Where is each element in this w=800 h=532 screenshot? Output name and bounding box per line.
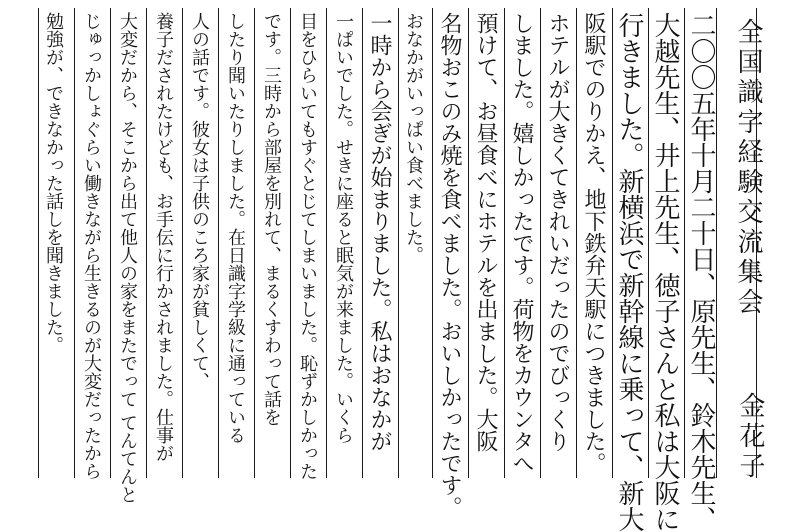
ruled-line [38, 8, 39, 478]
author-name: 金花子 [735, 392, 765, 482]
text-line: 養子だされたけども、お手伝に行かされました。仕事が [153, 12, 174, 462]
ruled-line [716, 8, 717, 478]
text-line: 勉強が、できなかった話しを聞きました。 [43, 12, 64, 354]
ruled-line [432, 8, 433, 478]
text-line: 名物おこのみ焼を食べました。おいしかったです。 [437, 12, 462, 518]
text-line: おなかがいっぱい食べました。 [403, 12, 424, 264]
text-line: です。三時から部屋を別れて、まるくすわって話を [261, 12, 282, 426]
text-line: 一ぱいでした。せきに座ると眠気が来ました。いくら [333, 12, 354, 444]
text-line: 預けて、お昼食べにホテルを出ました。大阪 [473, 12, 498, 452]
text-line: 一時から会ぎが始まりました。私はおなかが [367, 12, 392, 452]
ruled-line [182, 8, 183, 478]
ruled-line [684, 8, 685, 478]
ruled-line [362, 8, 363, 478]
ruled-line [576, 8, 577, 478]
text-line: しました。嬉しかったです。荷物をカウンタへ [509, 12, 534, 474]
text-line: 阪駅でのりかえ、地下鉄弁天駅につきました。 [581, 12, 606, 474]
text-line: ホテルが大きくてきれいだったのでびっくり [545, 12, 570, 452]
ruled-line [398, 8, 399, 478]
ruled-line [218, 8, 219, 478]
ruled-line [110, 8, 111, 478]
ruled-line [326, 8, 327, 478]
text-line: 大変だから、そこから出て他人の家をまたでって てんてんと [117, 12, 138, 504]
text-line: 目をひらいてもすぐとじてしまいました。恥ずかしかった [297, 12, 318, 480]
ruled-line [146, 8, 147, 478]
text-line: したり聞いたりしました。在日識字学級に通っている [225, 12, 246, 444]
ruled-line [648, 8, 649, 478]
ruled-line [254, 8, 255, 478]
text-line: 人の話です。彼女は子供のころ家が貧しくて、 [189, 12, 210, 390]
ruled-line [74, 8, 75, 478]
text-line: 二〇〇五年十月二十日、原先生、鈴木先生、 [686, 12, 716, 532]
ruled-line [612, 8, 613, 478]
ruled-line [290, 8, 291, 478]
ruled-line [504, 8, 505, 478]
text-line: 大越先生、井上先生、徳子さんと私は大阪に [650, 12, 680, 532]
text-line: じゅっかしょぐらい働きながら生きるのが大変だったから [81, 12, 102, 480]
text-line: 行きました。新横浜で新幹線に乗って、新大 [614, 12, 644, 532]
ruled-line [468, 8, 469, 478]
page-title: 全国識字経験交流集会 [733, 18, 763, 318]
ruled-line [540, 8, 541, 478]
